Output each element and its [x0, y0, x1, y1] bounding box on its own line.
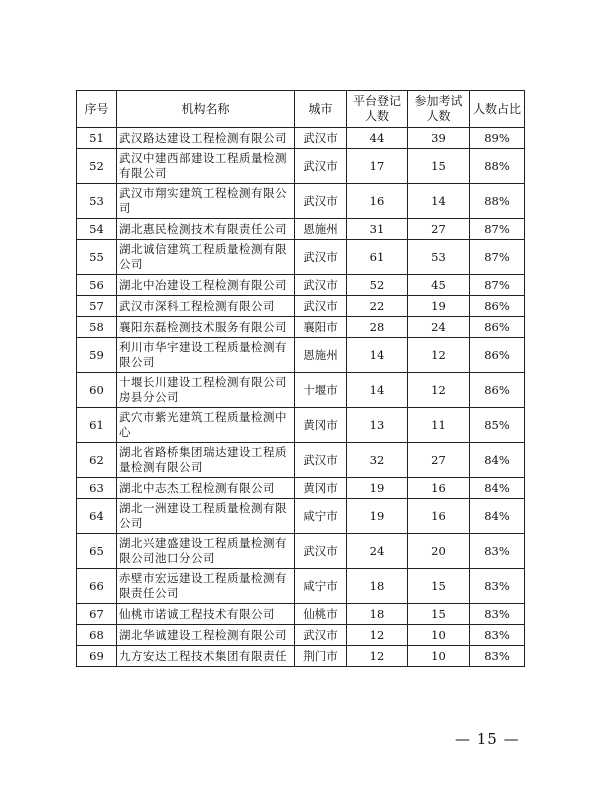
row-registered: 18 — [347, 604, 408, 625]
row-no: 58 — [77, 317, 117, 338]
row-no: 66 — [77, 569, 117, 604]
row-name: 湖北中冶建设工程检测有限公司 — [117, 275, 295, 296]
row-ratio: 83% — [470, 534, 525, 569]
row-name: 湖北中志杰工程检测有限公司 — [117, 478, 295, 499]
header-name: 机构名称 — [117, 91, 295, 128]
row-name: 赤壁市宏远建设工程质量检测有限责任公司 — [117, 569, 295, 604]
table-row — [77, 499, 525, 534]
table-row — [77, 604, 525, 625]
row-ratio: 84% — [470, 443, 525, 478]
row-exam: 39 — [408, 128, 470, 149]
table-row — [77, 219, 525, 240]
table-row — [77, 128, 525, 149]
row-no: 59 — [77, 338, 117, 373]
table-row — [77, 296, 525, 317]
table-row — [77, 184, 525, 219]
row-no: 68 — [77, 625, 117, 646]
row-exam: 10 — [408, 625, 470, 646]
row-name: 十堰长川建设工程检测有限公司房县分公司 — [117, 373, 295, 408]
row-city: 武汉市 — [295, 184, 347, 219]
header-city: 城市 — [295, 91, 347, 128]
row-ratio: 89% — [470, 128, 525, 149]
row-no: 65 — [77, 534, 117, 569]
row-ratio: 83% — [470, 625, 525, 646]
header-row — [77, 91, 525, 128]
table-row — [77, 240, 525, 275]
row-ratio: 87% — [470, 219, 525, 240]
row-name: 湖北惠民检测技术有限责任公司 — [117, 219, 295, 240]
row-name: 襄阳东磊检测技术服务有限公司 — [117, 317, 295, 338]
table-row — [77, 149, 525, 184]
row-city: 咸宁市 — [295, 569, 347, 604]
row-exam: 24 — [408, 317, 470, 338]
row-exam: 19 — [408, 296, 470, 317]
row-no: 54 — [77, 219, 117, 240]
row-ratio: 85% — [470, 408, 525, 443]
row-no: 62 — [77, 443, 117, 478]
table-row — [77, 534, 525, 569]
row-exam: 10 — [408, 646, 470, 667]
row-registered: 19 — [347, 499, 408, 534]
table-row — [77, 317, 525, 338]
row-city: 武汉市 — [295, 128, 347, 149]
row-city: 十堰市 — [295, 373, 347, 408]
row-city: 武汉市 — [295, 149, 347, 184]
row-name: 湖北兴建盛建设工程质量检测有限公司池口分公司 — [117, 534, 295, 569]
row-no: 53 — [77, 184, 117, 219]
row-ratio: 83% — [470, 604, 525, 625]
row-registered: 44 — [347, 128, 408, 149]
row-ratio: 84% — [470, 499, 525, 534]
row-no: 56 — [77, 275, 117, 296]
row-registered: 14 — [347, 373, 408, 408]
row-city: 恩施州 — [295, 338, 347, 373]
row-no: 69 — [77, 646, 117, 667]
row-registered: 24 — [347, 534, 408, 569]
row-exam: 11 — [408, 408, 470, 443]
row-name: 武汉路达建设工程检测有限公司 — [117, 128, 295, 149]
page-number: — 15 — — [455, 730, 520, 748]
table-row — [77, 373, 525, 408]
row-city: 荆门市 — [295, 646, 347, 667]
row-registered: 32 — [347, 443, 408, 478]
row-exam: 16 — [408, 478, 470, 499]
row-ratio: 86% — [470, 338, 525, 373]
row-exam: 27 — [408, 443, 470, 478]
table-row — [77, 408, 525, 443]
row-city: 恩施州 — [295, 219, 347, 240]
row-city: 武汉市 — [295, 443, 347, 478]
table-row — [77, 625, 525, 646]
row-name: 武汉市翔实建筑工程检测有限公司 — [117, 184, 295, 219]
row-registered: 61 — [347, 240, 408, 275]
row-city: 黄冈市 — [295, 408, 347, 443]
row-registered: 14 — [347, 338, 408, 373]
row-no: 55 — [77, 240, 117, 275]
row-exam: 15 — [408, 149, 470, 184]
header-exam: 参加考试人数 — [408, 91, 470, 128]
row-name: 湖北一洲建设工程质量检测有限公司 — [117, 499, 295, 534]
row-no: 67 — [77, 604, 117, 625]
row-name: 湖北华诚建设工程检测有限公司 — [117, 625, 295, 646]
row-ratio: 87% — [470, 275, 525, 296]
row-ratio: 84% — [470, 478, 525, 499]
row-exam: 12 — [408, 373, 470, 408]
row-registered: 18 — [347, 569, 408, 604]
row-exam: 15 — [408, 569, 470, 604]
row-name: 仙桃市诺诚工程技术有限公司 — [117, 604, 295, 625]
row-exam: 14 — [408, 184, 470, 219]
row-registered: 52 — [347, 275, 408, 296]
row-city: 咸宁市 — [295, 499, 347, 534]
row-registered: 31 — [347, 219, 408, 240]
table-row — [77, 478, 525, 499]
row-ratio: 86% — [470, 317, 525, 338]
row-ratio: 88% — [470, 149, 525, 184]
row-city: 襄阳市 — [295, 317, 347, 338]
row-ratio: 83% — [470, 569, 525, 604]
row-city: 仙桃市 — [295, 604, 347, 625]
row-registered: 12 — [347, 625, 408, 646]
row-registered: 17 — [347, 149, 408, 184]
row-no: 52 — [77, 149, 117, 184]
row-no: 63 — [77, 478, 117, 499]
row-name: 湖北诚信建筑工程质量检测有限公司 — [117, 240, 295, 275]
row-no: 57 — [77, 296, 117, 317]
table-row — [77, 275, 525, 296]
row-registered: 22 — [347, 296, 408, 317]
row-registered: 12 — [347, 646, 408, 667]
row-registered: 16 — [347, 184, 408, 219]
row-name: 武汉市深科工程检测有限公司 — [117, 296, 295, 317]
row-ratio: 87% — [470, 240, 525, 275]
row-ratio: 86% — [470, 373, 525, 408]
row-ratio: 86% — [470, 296, 525, 317]
row-registered: 19 — [347, 478, 408, 499]
row-registered: 13 — [347, 408, 408, 443]
row-ratio: 88% — [470, 184, 525, 219]
row-no: 51 — [77, 128, 117, 149]
table-row — [77, 646, 525, 667]
row-exam: 45 — [408, 275, 470, 296]
row-no: 60 — [77, 373, 117, 408]
row-name: 武穴市紫光建筑工程质量检测中心 — [117, 408, 295, 443]
row-city: 武汉市 — [295, 534, 347, 569]
row-exam: 15 — [408, 604, 470, 625]
row-exam: 20 — [408, 534, 470, 569]
table-row — [77, 443, 525, 478]
row-registered: 28 — [347, 317, 408, 338]
row-exam: 27 — [408, 219, 470, 240]
row-name: 湖北省路桥集团瑞达建设工程质量检测有限公司 — [117, 443, 295, 478]
data-table — [76, 90, 525, 667]
row-city: 武汉市 — [295, 240, 347, 275]
table-row — [77, 338, 525, 373]
row-name: 利川市华宇建设工程质量检测有限公司 — [117, 338, 295, 373]
table-row — [77, 569, 525, 604]
row-name: 九方安达工程技术集团有限责任 — [117, 646, 295, 667]
row-city: 武汉市 — [295, 296, 347, 317]
row-city: 武汉市 — [295, 275, 347, 296]
row-exam: 12 — [408, 338, 470, 373]
row-ratio: 83% — [470, 646, 525, 667]
header-registered: 平台登记人数 — [347, 91, 408, 128]
row-city: 武汉市 — [295, 625, 347, 646]
header-ratio: 人数占比 — [470, 91, 525, 128]
header-no: 序号 — [77, 91, 117, 128]
row-city: 黄冈市 — [295, 478, 347, 499]
row-exam: 16 — [408, 499, 470, 534]
row-no: 64 — [77, 499, 117, 534]
row-exam: 53 — [408, 240, 470, 275]
row-name: 武汉中建西部建设工程质量检测有限公司 — [117, 149, 295, 184]
row-no: 61 — [77, 408, 117, 443]
